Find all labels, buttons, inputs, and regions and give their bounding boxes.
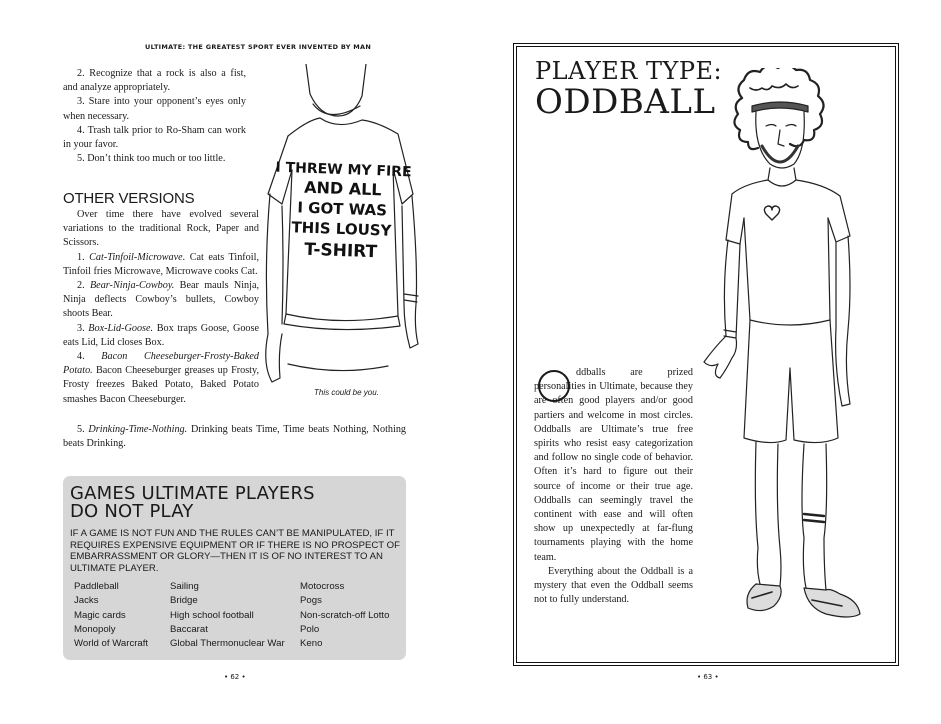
games-column-2: [170, 580, 285, 651]
version-text: Drinking beats Time, Time beats Nothing, Nothing beats Drinking.: [63, 424, 407, 450]
shirt-text: I THREW MY FIRE: [275, 159, 412, 181]
game-item: Motocross: [300, 581, 345, 592]
tshirt-illustration: [258, 64, 426, 388]
other-versions-heading: OTHER VERSIONS: [63, 190, 195, 207]
oddball-illustration: [700, 68, 870, 633]
version-name: Box-Lid-Goose.: [88, 322, 154, 334]
tips-list: [63, 67, 246, 166]
player-type-name: ODDBALL: [535, 82, 716, 122]
games-title-line: GAMES ULTIMATE PLAYERS: [70, 483, 315, 504]
illustration-caption: This could be you.: [314, 388, 379, 397]
game-item: Sailing: [170, 581, 199, 592]
games-column-1: [74, 580, 148, 651]
oddball-paragraph: Everything about the Oddball is a mystery that even the Oddball seems not to fully understand.: [534, 565, 693, 606]
game-item: Global Thermonuclear War: [170, 638, 285, 650]
game-item: Polo: [300, 623, 320, 635]
games-box-note: IF A GAME IS NOT FUN AND THE RULES CAN’T BE MANIPULATED, IF IT REQUIRES EXPENSIVE EQUIPMENT OR IF THERE IS NO PROSPECT OF EMBARRASSMENT OR GLORY—THEN IT IS OF NO INTEREST TO AN ULTIMATE PLAYER.: [70, 528, 400, 574]
game-item: High school football: [170, 609, 254, 621]
version-num: 2.: [77, 280, 85, 292]
oddball-figure-icon: [700, 68, 870, 633]
tip-item: 3. Stare into your opponent’s eyes only when necessary.: [63, 96, 246, 122]
version-item: [63, 350, 259, 407]
game-item: Non-scratch-off Lotto: [300, 609, 390, 621]
oddball-description: [534, 366, 693, 607]
version-name: Bacon Cheeseburger-Frosty-Baked Potato.: [63, 351, 259, 377]
shirt-text: THIS LOUSY: [291, 218, 392, 240]
games-title-line: DO NOT PLAY: [70, 501, 194, 522]
page-number-right: • 63 •: [697, 673, 719, 681]
version-item: [63, 251, 259, 279]
game-item: World of Warcraft: [74, 638, 149, 650]
version-text: Box traps Goose, Goose eats Lid, Lid closes Box.: [63, 322, 260, 348]
version-name: Drinking-Time-Nothing.: [88, 424, 188, 435]
tip-item: 5. Don’t think too much or too little.: [77, 153, 226, 165]
version-text: Bear mauls Ninja, Ninja deflects Cowboy’s bullets, Cowboy shoots Bear.: [63, 280, 260, 320]
version-item: [63, 423, 406, 451]
game-item: Magic cards: [74, 609, 126, 621]
games-column-3: [300, 580, 389, 651]
game-item: Baccarat: [170, 623, 208, 635]
oddball-paragraph: ddballs are prized personalities in Ultimate, because they are often good players and/or good partiers and welcome in most circles. Oddballs are Ultimate’s true free spirits who resist easy categorization and follow no single code of behavior. Often it’s hard to figure out their source of income or their true age. Oddballs can seemingly travel the continent with ease and will often show up unexpectedly at far-flung tournaments playing with the home team.: [534, 367, 693, 563]
version-text: Cat eats Tinfoil, Tinfoil fries Microwave, Microwave cooks Cat.: [63, 251, 259, 277]
version-num: 5.: [77, 424, 85, 435]
other-versions-text-wide: [63, 423, 406, 451]
running-head: ULTIMATE: THE GREATEST SPORT EVER INVENTED BY MAN: [145, 43, 372, 51]
shirt-text: AND ALL: [303, 177, 382, 200]
game-item: Paddleball: [74, 581, 119, 592]
version-num: 3.: [77, 322, 85, 334]
version-name: Bear-Ninja-Cowboy.: [89, 280, 175, 292]
version-text: Bacon Cheeseburger greases up Frosty, Frosty freezes Baked Potato, Baked Potato smashes Bacon Cheeseburger.: [63, 365, 259, 405]
shirt-text: I GOT WAS: [297, 198, 388, 220]
game-item: Jacks: [74, 595, 99, 607]
other-versions-intro: Over time there have evolved several variations to the traditional Rock, Paper and Scissors.: [63, 209, 259, 249]
version-item: [63, 322, 259, 350]
game-item: Monopoly: [74, 623, 116, 635]
tip-item: 4. Trash talk prior to Ro-Sham can work in your favor.: [63, 124, 246, 151]
games-box-title: [70, 485, 400, 521]
game-item: Keno: [300, 638, 323, 650]
shirt-text: T-SHIRT: [303, 239, 378, 263]
tshirt-figure-icon: [258, 64, 426, 388]
other-versions-text: [63, 208, 259, 407]
version-num: 1.: [77, 251, 85, 263]
page-number-left: • 62 •: [224, 673, 246, 681]
version-num: 4.: [77, 351, 85, 363]
player-type-label: PLAYER TYPE:: [535, 57, 723, 85]
game-item: Pogs: [300, 595, 322, 607]
tip-item: 2. Recognize that a rock is also a fist, and analyze appropriately.: [63, 68, 246, 94]
game-item: Bridge: [170, 595, 198, 607]
version-name: Cat-Tinfoil-Microwave.: [89, 251, 186, 263]
version-item: [63, 279, 259, 322]
